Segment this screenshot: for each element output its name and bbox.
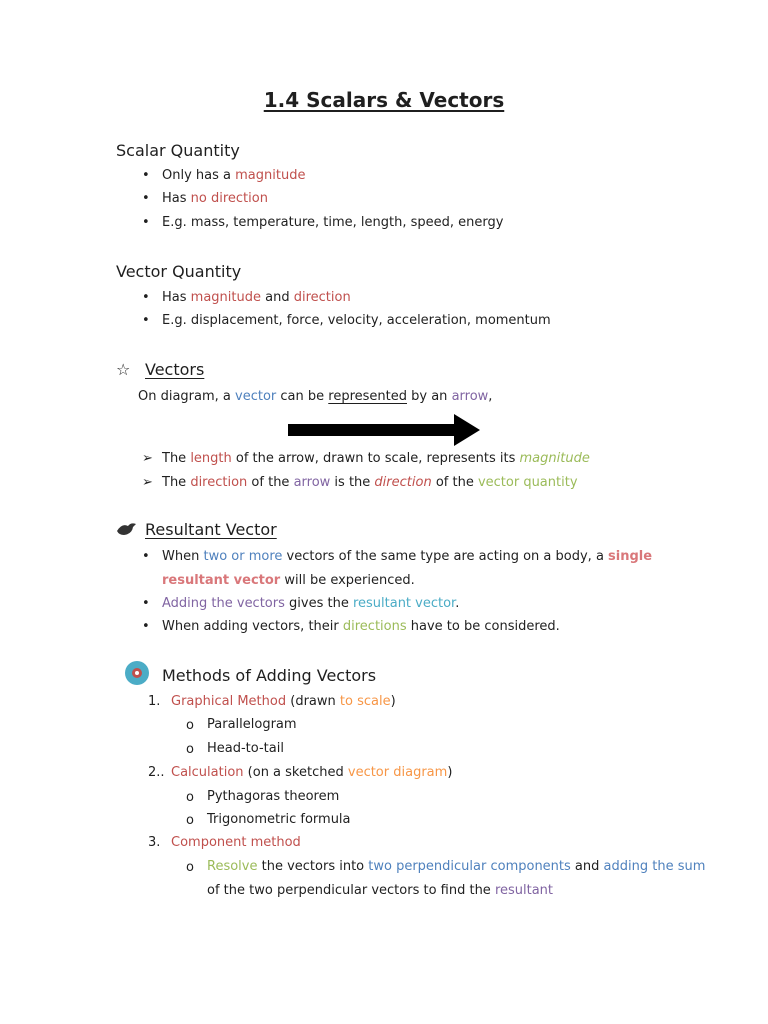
resultant-bullet-1: When two or more vectors of the same type are acting on a body, a single (162, 549, 653, 564)
bullet: • (142, 549, 150, 564)
resultant-bullet-3: When adding vectors, their directions have to be considered. (162, 619, 560, 634)
bullet: • (142, 290, 150, 305)
scalar-bullet-3: E.g. mass, temperature, time, length, speed, energy (162, 215, 504, 230)
vector-bullet-2: E.g. displacement, force, velocity, acceleration, momentum (162, 313, 551, 328)
gear-badge-icon (124, 660, 150, 686)
scalar-heading: Scalar Quantity (116, 141, 240, 160)
scalar-bullet-2: Has no direction (162, 191, 268, 206)
scalar-bullet-1: Only has a magnitude (162, 168, 306, 183)
method-1: Graphical Method (drawn to scale) (171, 694, 396, 709)
methods-heading: Methods of Adding Vectors (162, 666, 377, 685)
method-1-sub-1: Parallelogram (207, 717, 297, 732)
method-3-number: 3. (148, 835, 161, 850)
method-3-sub-1: Resolve the vectors into two perpendicular components and adding the sum (207, 859, 706, 874)
vectors-heading: Vectors (145, 360, 205, 379)
bird-icon (116, 521, 138, 537)
bullet: • (142, 596, 150, 611)
page-title: 1.4 Scalars & Vectors (263, 88, 505, 112)
resultant-bullet-2: Adding the vectors gives the resultant vector. (162, 596, 460, 611)
vector-bullet-1: Has magnitude and direction (162, 290, 351, 305)
vectors-intro: On diagram, a vector can be represented by an arrow, (138, 389, 493, 404)
sub-bullet: o (186, 813, 194, 828)
vector-heading: Vector Quantity (116, 262, 242, 281)
sub-bullet: o (186, 790, 194, 805)
bullet: • (142, 619, 150, 634)
method-2-sub-1: Pythagoras theorem (207, 789, 340, 804)
vector-arrow-diagram (288, 414, 480, 446)
sub-bullet: o (186, 718, 194, 733)
resultant-bullet-1-cont: resultant vector will be experienced. (162, 573, 415, 588)
method-2-number: 2.. (148, 765, 165, 780)
sub-bullet: o (186, 742, 194, 757)
vectors-point-2: The direction of the arrow is the direction of the vector quantity (162, 475, 578, 490)
arrowhead-bullet: ➢ (142, 451, 153, 466)
bullet: • (142, 215, 150, 230)
method-1-sub-2: Head-to-tail (207, 741, 284, 756)
sub-bullet: o (186, 860, 194, 875)
bullet: • (142, 191, 150, 206)
method-2-sub-2: Trigonometric formula (207, 812, 351, 827)
star-outline-icon: ☆ (116, 360, 131, 379)
method-3-sub-1-cont: of the two perpendicular vectors to find the resultant (207, 883, 554, 898)
method-3: Component method (171, 835, 301, 850)
vectors-point-1: The length of the arrow, drawn to scale, represents its magnitude (162, 451, 590, 466)
bullet: • (142, 313, 150, 328)
bullet: • (142, 168, 150, 183)
arrowhead-bullet: ➢ (142, 475, 153, 490)
method-1-number: 1. (148, 694, 161, 709)
resultant-heading: Resultant Vector (145, 520, 277, 539)
method-2: Calculation (on a sketched vector diagram) (171, 765, 453, 780)
